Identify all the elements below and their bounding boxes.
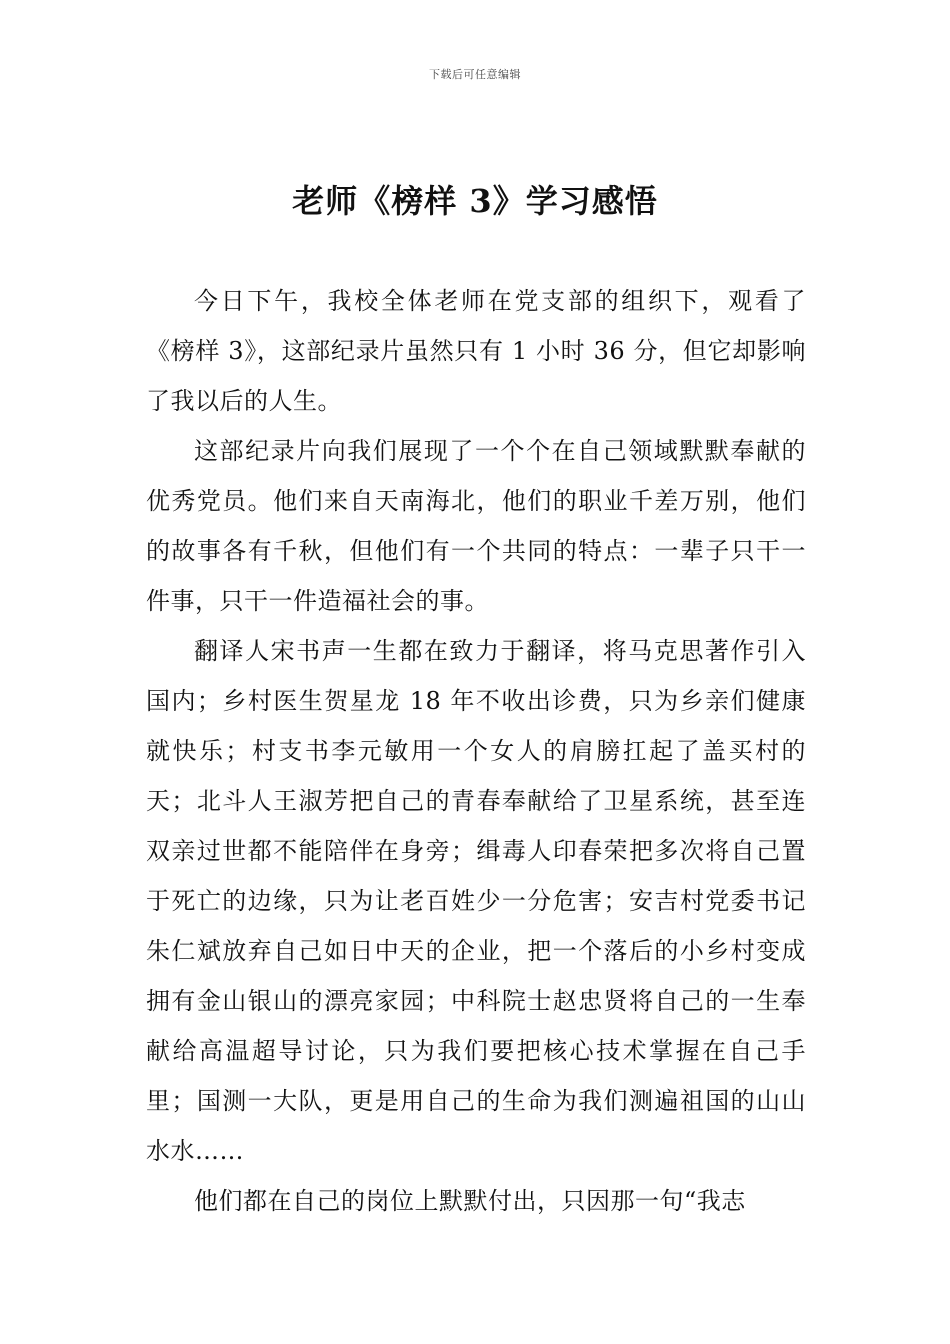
paragraph: 翻译人宋书声一生都在致力于翻译，将马克思著作引入国内；乡村医生贺星龙 18 年不收出诊费，只为乡亲们健康就快乐；村支书李元敏用一个女人的肩膀扛起了盖买村的天；北斗人王淑芳把自己的青春奉献给了卫星系统，甚至连双亲过世都不能陪伴在身旁；缉毒人印春荣把多次将自己置于死亡的边缘，只为让老百姓少一分危害；安吉村党委书记朱仁斌放弃自己如日中天的企业，把一个落后的小乡村变成拥有金山银山的漂亮家园；中科院士赵忠贤将自己的一生奉献给高温超导讨论，只为我们要把核心技术掌握在自己手里；国测一大队，更是用自己的生命为我们测遍祖国的山山水水…… [146,637,806,1165]
paragraph: 今日下午，我校全体老师在党支部的组织下，观看了《榜样 3》，这部纪录片虽然只有 1 小时 36 分，但它却影响了我以后的人生。 [146,287,806,415]
document-body [146,276,806,1226]
header-note: 下载后可任意编辑 [429,68,521,81]
paragraph: 他们都在自己的岗位上默默付出，只因那一句“我志 [194,1187,746,1215]
document-title: 老师《榜样 3》学习感悟 [292,182,658,220]
paragraph: 这部纪录片向我们展现了一个个在自己领域默默奉献的优秀党员。他们来自天南海北，他们的职业千差万别，他们的故事各有千秋，但他们有一个共同的特点：一辈子只干一件事，只干一件造福社会的事。 [146,437,806,615]
